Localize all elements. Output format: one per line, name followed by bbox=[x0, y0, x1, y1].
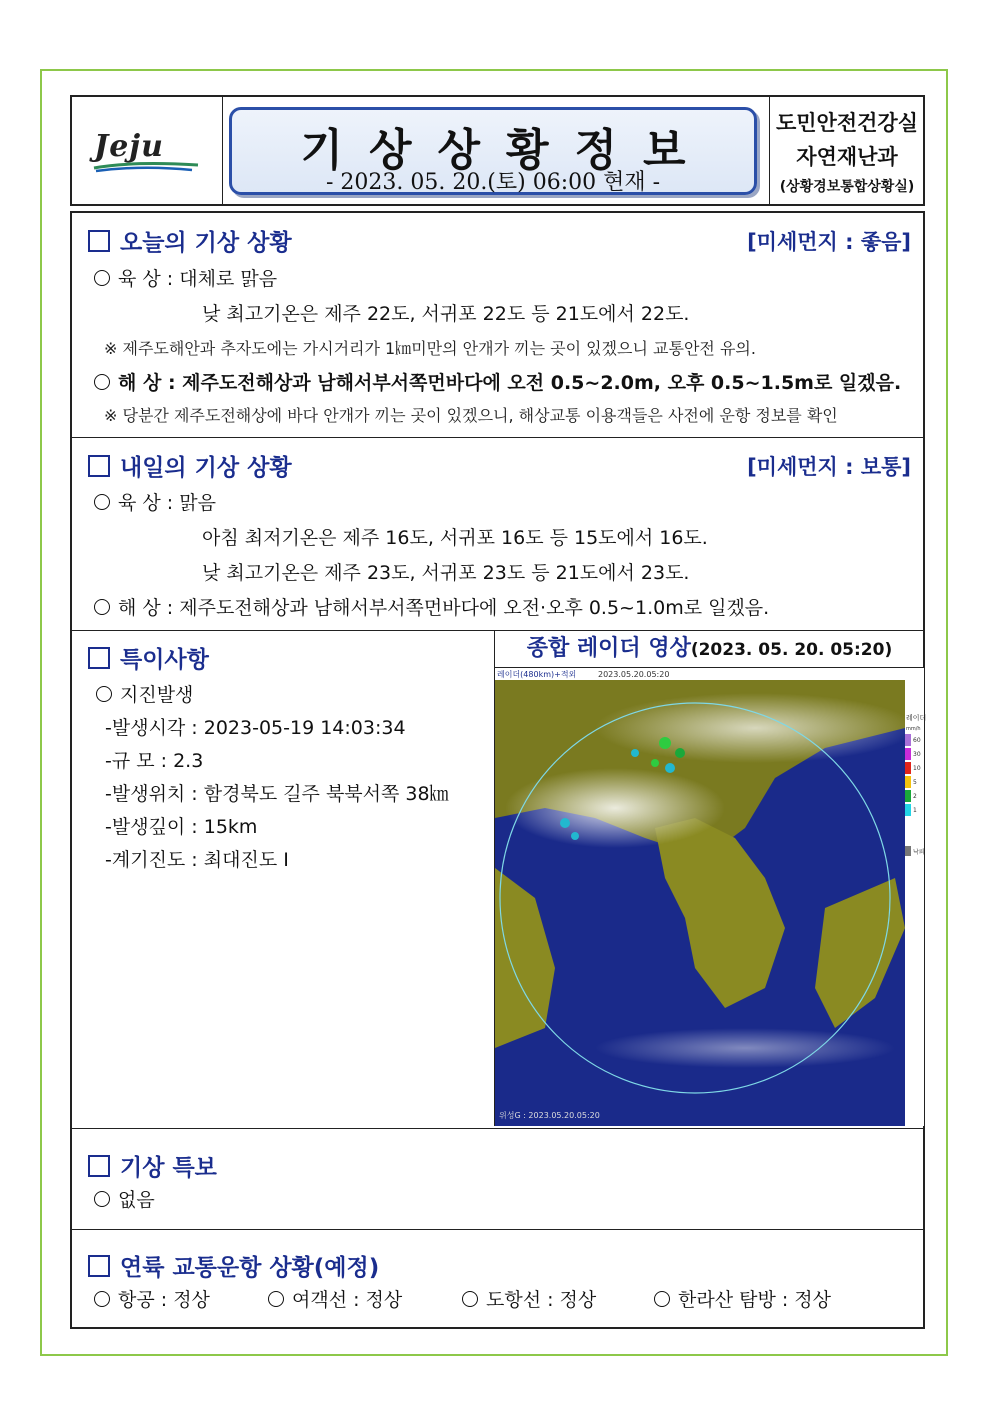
checkbox-icon bbox=[88, 455, 110, 477]
cloud-band-north bbox=[595, 693, 915, 763]
traffic-ferry-text: 여객선 : 정상 bbox=[292, 1289, 403, 1311]
today-land-temp: 낮 최고기온은 제주 22도, 서귀포 22도 등 21도에서 22도. bbox=[202, 303, 690, 325]
earthquake-intensity: -계기진도 : 최대진도 Ⅰ bbox=[105, 849, 289, 871]
legend-value: 10 bbox=[913, 765, 921, 772]
today-pm-status: [미세먼지 : 좋음] bbox=[747, 230, 911, 254]
traffic-section bbox=[72, 1230, 923, 1327]
today-land-label: 육 상 : bbox=[118, 268, 174, 290]
earthquake-scale: -규 모 : 2.3 bbox=[105, 750, 204, 772]
today-land-text: 대체로 맑음 bbox=[179, 268, 278, 290]
circle-bullet-icon bbox=[654, 1291, 670, 1307]
today-sea-text: 제주도전해상과 남해서부서쪽먼바다에 오전 0.5~2.0m, 오후 0.5~1.5m로 일겠음. bbox=[182, 372, 902, 394]
radar-satellite-image bbox=[495, 668, 927, 1126]
earthquake-depth: -발생깊이 : 15km bbox=[105, 816, 258, 838]
radar-panel bbox=[494, 631, 927, 1126]
today-sea-label: 해 상 : bbox=[118, 372, 176, 394]
legend-value: 30 bbox=[913, 751, 921, 758]
logo-swoosh-icon bbox=[92, 159, 200, 173]
tomorrow-land-label: 육 상 : bbox=[118, 492, 174, 514]
legend-swatch-1 bbox=[905, 804, 911, 816]
legend-unit: mm/h bbox=[906, 726, 921, 732]
report-body bbox=[70, 211, 925, 1329]
today-section bbox=[72, 213, 923, 438]
legend-lightning: 낙뢰 bbox=[913, 849, 925, 856]
legend-value: 2 bbox=[913, 793, 917, 800]
department-block bbox=[769, 97, 924, 204]
traffic-hallasan-text: 한라산 탐방 : 정상 bbox=[678, 1289, 831, 1311]
circle-bullet-icon bbox=[268, 1291, 284, 1307]
tomorrow-pm-status: [미세먼지 : 보통] bbox=[747, 455, 911, 479]
tomorrow-morning-temp: 아침 최저기온은 제주 16도, 서귀포 16도 등 15도에서 16도. bbox=[202, 527, 708, 549]
page-title: 기상상황정보 bbox=[300, 125, 712, 176]
tomorrow-sea-text: 제주도전해상과 남해서부서쪽먼바다에 오전·오후 0.5~1.0m로 일겠음. bbox=[179, 597, 770, 619]
special-heading-text: 특이사항 bbox=[120, 647, 209, 673]
earthquake-title bbox=[96, 680, 193, 707]
radar-caption-text: 종합 레이더 영상 bbox=[526, 636, 691, 661]
radar-image-time: 2023.05.20.05:20 bbox=[598, 670, 670, 679]
special-heading bbox=[88, 641, 209, 674]
legend-title: 레이더 bbox=[906, 714, 927, 722]
tomorrow-heading-text: 내일의 기상 상황 bbox=[120, 455, 292, 481]
warning-status-text: 없음 bbox=[118, 1189, 155, 1211]
radar-caption bbox=[495, 631, 924, 668]
tomorrow-section bbox=[72, 438, 923, 631]
today-heading bbox=[88, 224, 292, 257]
legend-swatch-5 bbox=[905, 776, 911, 788]
traffic-heading bbox=[88, 1249, 379, 1282]
legend-swatch-10 bbox=[905, 762, 911, 774]
today-fog-note: ※ 제주도해안과 추자도에는 가시거리가 1㎞미만의 안개가 끼는 곳이 있겠으니 교통안전 유의. bbox=[104, 339, 756, 358]
office-name: (상황경보통합상황실) bbox=[779, 179, 915, 195]
division-name: 자연재난과 bbox=[796, 145, 898, 169]
radar-map bbox=[495, 668, 927, 1126]
circle-bullet-icon bbox=[462, 1291, 478, 1307]
tomorrow-land bbox=[94, 488, 216, 515]
tomorrow-day-temp: 낮 최고기온은 제주 23도, 서귀포 23도 등 21도에서 23도. bbox=[202, 562, 690, 584]
tomorrow-land-text: 맑음 bbox=[179, 492, 216, 514]
today-heading-text: 오늘의 기상 상황 bbox=[120, 230, 292, 256]
circle-bullet-icon bbox=[94, 599, 110, 615]
checkbox-icon bbox=[88, 1155, 110, 1177]
tomorrow-sea-label: 해 상 : bbox=[118, 597, 174, 619]
legend-swatch-2 bbox=[905, 790, 911, 802]
special-section bbox=[72, 631, 927, 1129]
traffic-heading-text: 연륙 교통운항 상황(예정) bbox=[120, 1255, 380, 1281]
traffic-island-ferry-text: 도항선 : 정상 bbox=[486, 1289, 597, 1311]
report-header bbox=[70, 95, 925, 206]
legend-value: 5 bbox=[913, 779, 917, 786]
legend-swatch-lightning bbox=[905, 846, 911, 856]
jeju-logo bbox=[72, 97, 223, 204]
warning-section bbox=[72, 1129, 923, 1230]
legend-swatch-30 bbox=[905, 748, 911, 760]
dept-name: 도민안전건강실 bbox=[775, 111, 918, 135]
radar-caption-date: (2023. 05. 20. 05:20) bbox=[690, 640, 893, 660]
warning-heading bbox=[88, 1149, 217, 1182]
traffic-hallasan bbox=[654, 1285, 831, 1312]
circle-bullet-icon bbox=[96, 686, 112, 702]
satellite-label: 위성G : 2023.05.20.05:20 bbox=[499, 1111, 600, 1120]
checkbox-icon bbox=[88, 1255, 110, 1277]
logo-text: Jeju bbox=[94, 129, 164, 164]
circle-bullet-icon bbox=[94, 374, 110, 390]
traffic-island-ferry bbox=[462, 1285, 596, 1312]
title-box bbox=[229, 107, 757, 195]
report-date: - 2023. 05. 20.(토) 06:00 현재 - bbox=[325, 170, 661, 195]
checkbox-icon bbox=[88, 647, 110, 669]
earthquake-title-text: 지진발생 bbox=[120, 684, 194, 706]
traffic-air bbox=[94, 1285, 210, 1312]
warning-heading-text: 기상 특보 bbox=[120, 1155, 217, 1181]
earthquake-time: -발생시각 : 2023-05-19 14:03:34 bbox=[105, 717, 406, 739]
tomorrow-sea bbox=[94, 593, 769, 620]
legend-value: 1 bbox=[913, 807, 917, 814]
circle-bullet-icon bbox=[94, 270, 110, 286]
today-sea bbox=[94, 368, 901, 395]
circle-bullet-icon bbox=[94, 494, 110, 510]
traffic-ferry bbox=[268, 1285, 402, 1312]
tomorrow-heading bbox=[88, 449, 292, 482]
today-sea-note: ※ 당분간 제주도전해상에 바다 안개가 끼는 곳이 있겠으니, 해상교통 이용객들은 사전에 운항 정보를 확인 bbox=[104, 406, 838, 425]
cloud-band bbox=[505, 768, 725, 848]
traffic-air-text: 항공 : 정상 bbox=[118, 1289, 210, 1311]
today-land bbox=[94, 264, 277, 291]
legend-value: 60 bbox=[913, 737, 921, 744]
circle-bullet-icon bbox=[94, 1291, 110, 1307]
circle-bullet-icon bbox=[94, 1191, 110, 1207]
radar-image-label: 레이더(480km)+적외 bbox=[497, 670, 577, 679]
legend-swatch-60 bbox=[905, 734, 911, 746]
checkbox-icon bbox=[88, 230, 110, 252]
earthquake-location: -발생위치 : 함경북도 길주 북북서쪽 38㎞ bbox=[105, 783, 449, 805]
cloud-streak bbox=[595, 1028, 895, 1068]
warning-status bbox=[94, 1185, 155, 1212]
